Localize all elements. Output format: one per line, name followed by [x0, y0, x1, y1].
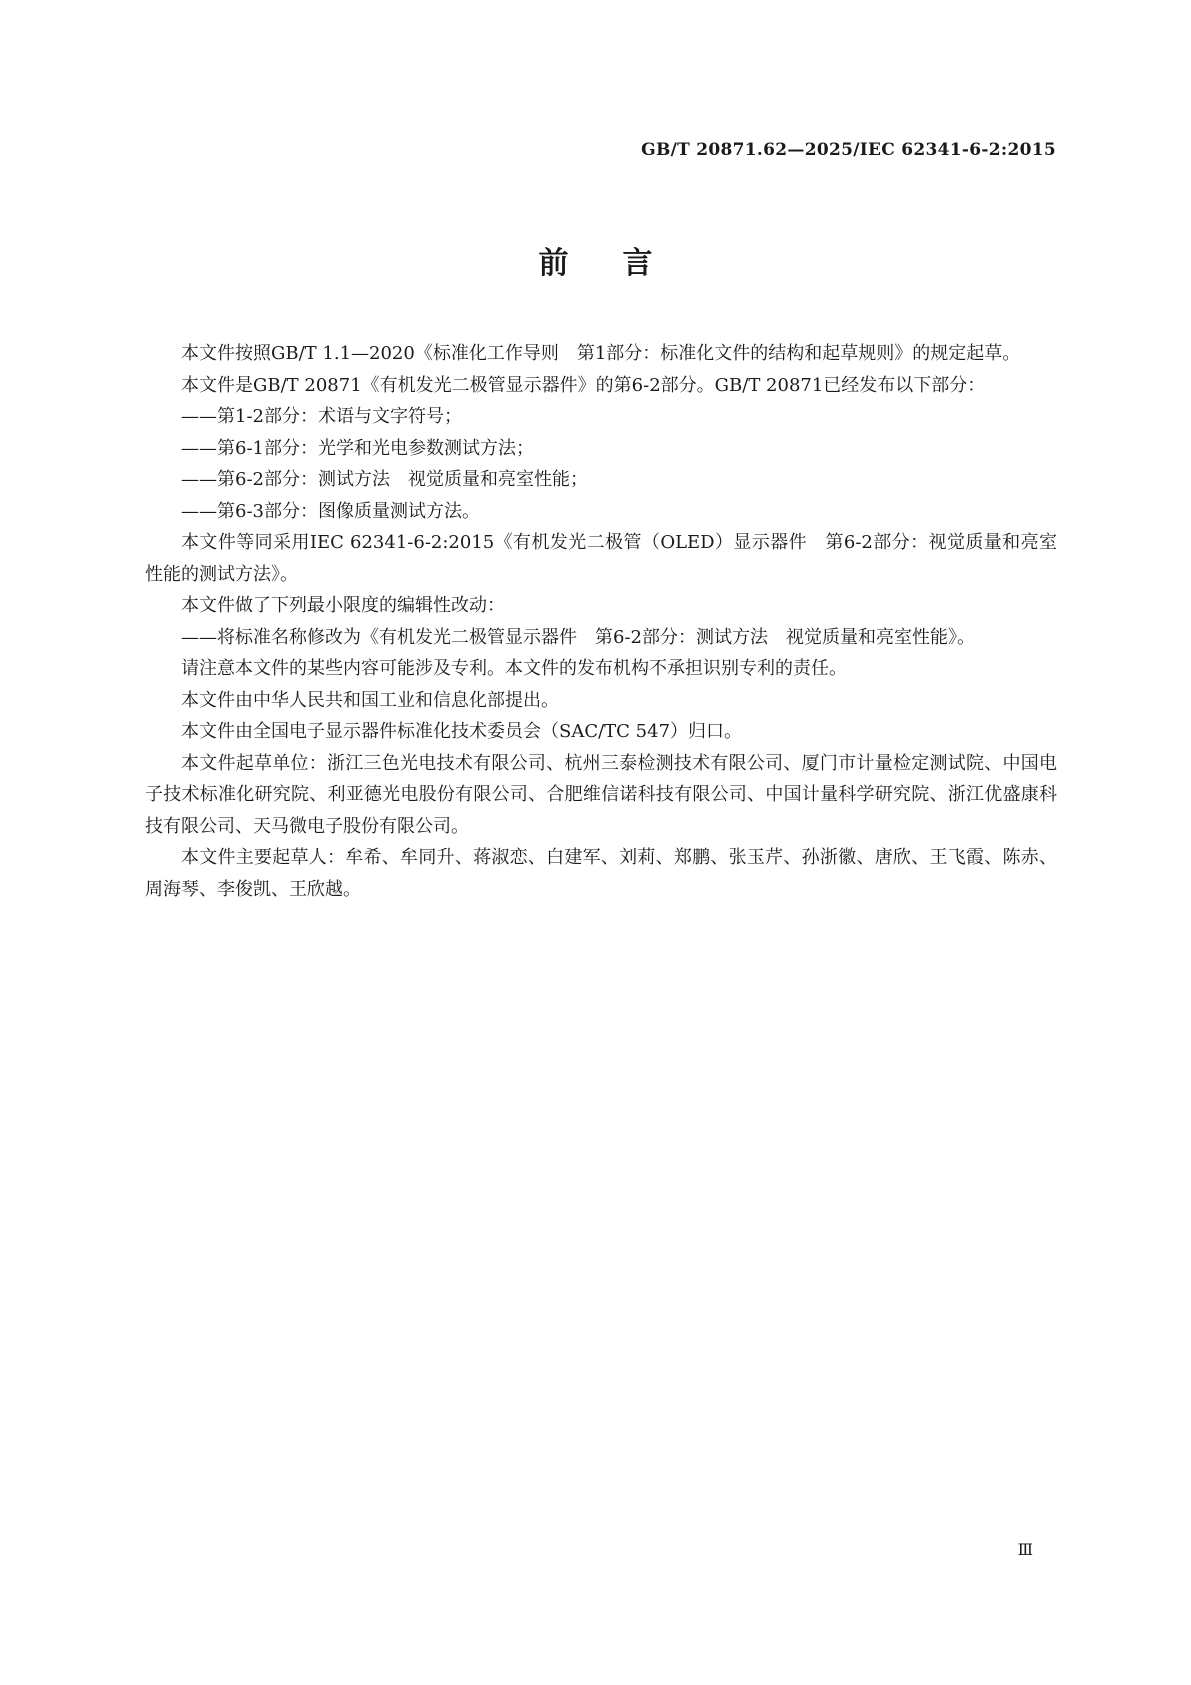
list-item-part: ——第6-3部分：图像质量测试方法。 — [145, 496, 1057, 528]
list-item-change: ——将标准名称修改为《有机发光二极管显示器件 第6-2部分：测试方法 视觉质量和亮室性能》。 — [145, 622, 1057, 654]
preface-body — [145, 338, 1057, 905]
page-number: Ⅲ — [1017, 1540, 1033, 1559]
list-dash: —— — [181, 626, 217, 648]
list-dash: —— — [181, 406, 217, 427]
paragraph-proposer: 本文件由中华人民共和国工业和信息化部提出。 — [181, 689, 559, 711]
standard-code: GB/T 20871.62—2025/IEC 62341-6-2:2015 — [641, 140, 1056, 160]
paragraph-editorial-changes: 本文件做了下列最小限度的编辑性改动： — [181, 595, 505, 616]
paragraph-committee: 本文件由全国电子显示器件标准化技术委员会（SAC/TC 547）归口。 — [181, 721, 743, 742]
paragraph-drafters: 本文件主要起草人：牟希、牟同升、蒋淑恋、白建军、刘莉、郑鹏、张玉芹、孙浙徽、唐欣、王飞霞、陈赤、周海琴、李俊凯、王欣越。 — [145, 847, 1057, 900]
list-item-part: ——第6-1部分：光学和光电参数测试方法； — [145, 433, 1057, 465]
list-item-part: ——第6-2部分：测试方法 视觉质量和亮室性能； — [145, 464, 1057, 496]
list-dash: —— — [181, 469, 217, 490]
paragraph-drafting-rules: 本文件按照GB/T 1.1—2020《标准化工作导则 第1部分：标准化文件的结构和起草规则》的规定起草。 — [181, 343, 1021, 364]
list-dash: —— — [181, 500, 217, 522]
paragraph-series-intro: 本文件是GB/T 20871《有机发光二极管显示器件》的第6-2部分。GB/T 20871已经发布以下部分： — [181, 374, 986, 396]
list-dash: —— — [181, 437, 217, 459]
list-item-part: ——第1-2部分：术语与文字符号； — [145, 401, 1057, 433]
paragraph-drafting-units: 本文件起草单位：浙江三色光电技术有限公司、杭州三泰检测技术有限公司、厦门市计量检定测试院、中国电子技术标准化研究院、利亚德光电股份有限公司、合肥维信诺科技有限公司、中国计量科学研究院、浙江优盛康科技有限公司、天马微电子股份有限公司。 — [145, 752, 1057, 837]
page-title: 前言 — [538, 246, 707, 281]
paragraph-adoption: 本文件等同采用IEC 62341-6-2:2015《有机发光二极管（OLED）显示器件 第6-2部分：视觉质量和亮室性能的测试方法》。 — [145, 532, 1057, 585]
paragraph-patent-notice: 请注意本文件的某些内容可能涉及专利。本文件的发布机构不承担识别专利的责任。 — [181, 658, 847, 679]
